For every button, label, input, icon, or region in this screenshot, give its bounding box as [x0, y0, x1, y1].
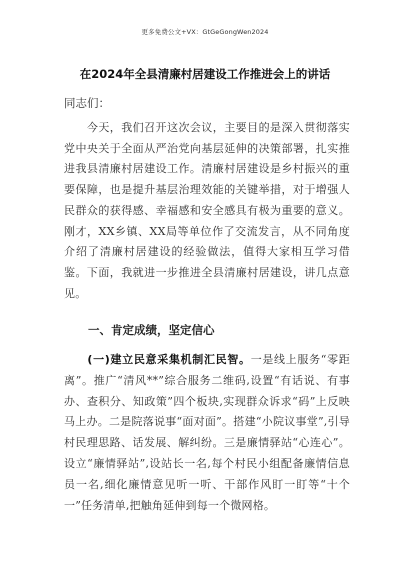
document-title: 在2024年全县清廉村居建设工作推进会上的讲话: [79, 67, 331, 81]
subsection-heading: (一)建立民意采集机制汇民智。: [87, 353, 251, 366]
section-heading: 一、肯定成绩，坚定信心: [88, 323, 215, 337]
paragraph-section-1-text: 一是线上服务“零距离”。推广“清风**”综合服务二维码,设置“有话说、有事办、查积分、知政策”四个板块,实现群众诉求“码”上反映马上办。二是院落说事“面对面”。搭建“小院议事堂”,引导村民理思路、话发展、解纠纷。三是廉情驿站“心连心”。设立“廉情驿站”,设站长一名,每个村民小组配备廉情信息员一名,细化廉情意见听一听、干部作风盯一盯等“十个一”任务清单,把触角延伸到每一个微网格。: [64, 353, 350, 512]
paragraph-section-1: [64, 350, 350, 516]
header-note: 更多免费公文+VX：GtGeGongWen2024: [141, 28, 269, 36]
paragraph-intro-text: 今天，我们召开这次会议，主要目的是深入贯彻落实党中央关于全面从严治党向基层延伸的决策部署，扎实推进我县清廉村居建设工作。清廉村居建设是乡村振兴的重要保障，也是提升基层治理效能的关键举措，对于增强人民群众的获得感、幸福感和安全感具有极为重要的意义。刚才，XX乡镇、XX局等单位作了交流发言，从不同角度介绍了清廉村居建设的经验做法，值得大家相互学习借鉴。下面，我就进一步推进全县清廉村居建设，讲几点意见。: [64, 121, 350, 300]
salutation: 同志们：: [64, 96, 110, 110]
paragraph-intro: [64, 118, 350, 304]
